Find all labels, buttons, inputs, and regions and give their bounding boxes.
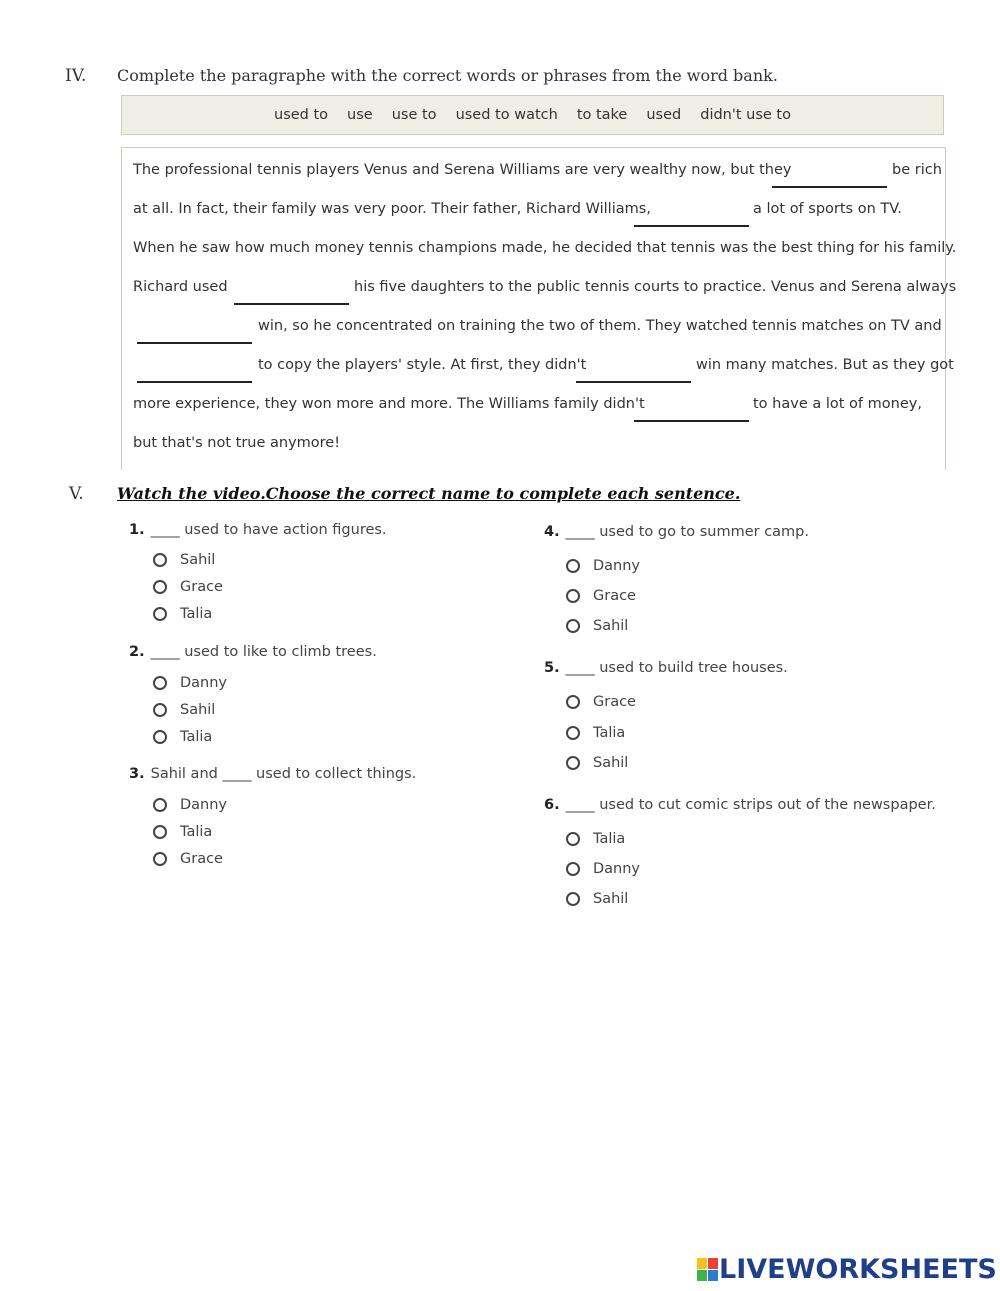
option-label: Talia [593, 725, 626, 741]
word-bank-item: to take [576, 107, 628, 123]
blank-input-2[interactable] [634, 205, 749, 227]
passage-text: a lot of sports on TV. [753, 201, 902, 217]
word-bank [121, 95, 944, 135]
option-radio[interactable] [566, 694, 636, 710]
passage-text: at all. In fact, their family was very poor. Their father, Richard Williams, [133, 201, 651, 217]
option-label: Talia [180, 606, 213, 622]
question-5 [544, 660, 788, 676]
option-label: Talia [180, 729, 213, 745]
blank-input-1[interactable] [772, 166, 887, 188]
radio-circle-icon[interactable] [566, 619, 580, 633]
radio-circle-icon[interactable] [566, 862, 580, 876]
option-radio[interactable] [566, 725, 625, 741]
passage-text: win, so he concentrated on training the two of them. They watched tennis matches on TV and [258, 318, 942, 334]
question-text: ____ used to cut comic strips out of the newspaper. [565, 797, 936, 813]
option-radio[interactable] [566, 558, 640, 574]
question-number: 5. [544, 660, 560, 676]
section-5-instruction: Watch the video.Choose the correct name to complete each sentence. [117, 484, 741, 503]
option-radio[interactable] [153, 606, 212, 622]
radio-circle-icon[interactable] [153, 580, 167, 594]
radio-circle-icon[interactable] [566, 756, 580, 770]
blank-input-4[interactable] [137, 322, 252, 344]
liveworksheets-logo [697, 1254, 997, 1285]
blank-input-5[interactable] [137, 361, 252, 383]
option-label: Sahil [593, 755, 629, 771]
radio-circle-icon[interactable] [153, 730, 167, 744]
option-label: Talia [593, 831, 626, 847]
word-bank-item: used [646, 107, 682, 123]
question-number: 2. [129, 644, 145, 660]
question-6 [544, 797, 936, 813]
passage-text: to have a lot of money, [753, 396, 922, 412]
radio-circle-icon[interactable] [566, 892, 580, 906]
passage-text: win many matches. But as they got [696, 357, 954, 373]
question-number: 1. [129, 522, 145, 538]
option-radio[interactable] [153, 702, 215, 718]
option-label: Danny [593, 558, 641, 574]
blank-input-7[interactable] [634, 400, 749, 422]
option-label: Grace [593, 694, 636, 710]
passage-text: The professional tennis players Venus and Serena Williams are very wealthy now, but they [133, 162, 792, 178]
option-radio[interactable] [153, 824, 212, 840]
section-5-number: V. [69, 484, 84, 504]
passage-text: When he saw how much money tennis champions made, he decided that tennis was the best thing for his family. [133, 240, 957, 256]
question-number: 4. [544, 524, 560, 540]
liveworksheets-logo-icon [697, 1258, 719, 1282]
option-label: Grace [180, 851, 223, 867]
option-radio[interactable] [153, 552, 215, 568]
question-number: 3. [129, 766, 145, 782]
blank-input-6[interactable] [576, 361, 691, 383]
radio-circle-icon[interactable] [566, 726, 580, 740]
question-text: ____ used to build tree houses. [565, 660, 788, 676]
radio-circle-icon[interactable] [153, 676, 167, 690]
question-number: 6. [544, 797, 560, 813]
option-label: Grace [180, 579, 223, 595]
question-text: ____ used to go to summer camp. [565, 524, 809, 540]
passage-text: more experience, they won more and more. The Williams family didn't [133, 396, 645, 412]
word-bank-item: used to [274, 107, 329, 123]
question-3 [129, 766, 416, 782]
option-label: Danny [180, 675, 228, 691]
logo-text: LIVEWORKSHEETS [719, 1254, 997, 1285]
option-radio[interactable] [566, 755, 628, 771]
option-radio[interactable] [153, 797, 227, 813]
section-4-instruction: Complete the paragraphe with the correct words or phrases from the word bank. [117, 66, 778, 85]
option-label: Talia [180, 824, 213, 840]
question-4 [544, 524, 809, 540]
radio-circle-icon[interactable] [566, 559, 580, 573]
option-label: Danny [593, 861, 641, 877]
radio-circle-icon[interactable] [153, 703, 167, 717]
word-bank-item: didn't use to [700, 107, 791, 123]
option-radio[interactable] [153, 851, 223, 867]
option-radio[interactable] [153, 675, 227, 691]
option-radio[interactable] [153, 579, 223, 595]
word-bank-item: use to [391, 107, 437, 123]
radio-circle-icon[interactable] [566, 832, 580, 846]
passage-text: Richard used [133, 279, 228, 295]
option-label: Sahil [593, 618, 629, 634]
option-radio[interactable] [566, 891, 628, 907]
radio-circle-icon[interactable] [153, 825, 167, 839]
option-label: Grace [593, 588, 636, 604]
option-radio[interactable] [566, 831, 625, 847]
passage-text: to copy the players' style. At first, they didn't [258, 357, 587, 373]
radio-circle-icon[interactable] [566, 695, 580, 709]
radio-circle-icon[interactable] [566, 589, 580, 603]
blank-input-3[interactable] [234, 283, 349, 305]
option-label: Sahil [593, 891, 629, 907]
question-1 [129, 522, 387, 538]
option-label: Danny [180, 797, 228, 813]
passage-text: his five daughters to the public tennis courts to practice. Venus and Serena always [354, 279, 957, 295]
option-label: Sahil [180, 702, 216, 718]
option-label: Sahil [180, 552, 216, 568]
option-radio[interactable] [566, 861, 640, 877]
word-bank-item: used to watch [455, 107, 558, 123]
section-4-number: IV. [65, 66, 87, 86]
option-radio[interactable] [566, 618, 628, 634]
word-bank-item: use [347, 107, 373, 123]
question-text: Sahil and ____ used to collect things. [150, 766, 417, 782]
passage-text: but that's not true anymore! [133, 435, 341, 451]
option-radio[interactable] [566, 588, 636, 604]
option-radio[interactable] [153, 729, 212, 745]
passage-text: be rich [892, 162, 942, 178]
radio-circle-icon[interactable] [153, 798, 167, 812]
radio-circle-icon[interactable] [153, 852, 167, 866]
radio-circle-icon[interactable] [153, 607, 167, 621]
question-text: ____ used to have action figures. [150, 522, 387, 538]
question-text: ____ used to like to climb trees. [150, 644, 377, 660]
passage-box [121, 147, 957, 470]
question-2 [129, 644, 377, 660]
radio-circle-icon[interactable] [153, 553, 167, 567]
